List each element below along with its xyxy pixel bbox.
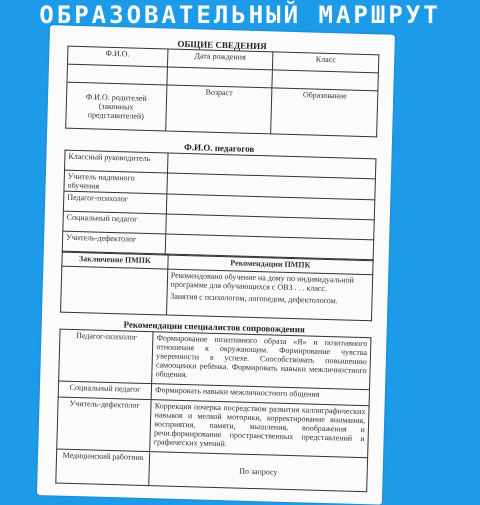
birth-date-label: Дата рождения xyxy=(167,49,273,70)
specialist-role: Медицинский работник xyxy=(56,449,150,486)
specialist-role: Социальный педагог xyxy=(58,381,152,400)
pmpk-conclusion-value xyxy=(61,266,168,315)
pmpk-conclusion-header: Заключение ПМПК xyxy=(62,252,168,269)
specialist-recommendation: Формировать навыки межличностного общения xyxy=(151,384,369,406)
teacher-row-label: Социальный педагог xyxy=(63,211,166,234)
age-label: Возраст xyxy=(165,85,272,134)
general-info-title: ОБЩИЕ СВЕДЕНИЯ xyxy=(177,38,267,52)
page-banner-title: ОБРАЗОВАТЕЛЬНЫЙ МАРШРУТ xyxy=(39,1,441,29)
fio-label: Ф.И.О. xyxy=(67,46,167,67)
specialist-role: Педагог-психолог xyxy=(59,329,154,384)
specialist-role: Учитель-дефектолог xyxy=(57,397,152,452)
specialist-recommendation: Формирование позитивного образа «Я» и позитивного отношения к окружающим. Формирование чувства уверенности в успехе. Способствовать повышению самооценки ребёнка. Формировать навыки межличностного общения. xyxy=(152,332,371,390)
teacher-row-label: Педагог-психолог xyxy=(63,191,166,214)
class-label: Класс xyxy=(273,52,379,73)
pmpk-sessions-text: Занятия с психологом, логопедом, дефектологом. xyxy=(170,291,338,306)
teacher-row-label: Учитель-дефектолог xyxy=(62,231,165,254)
specialist-recommendation: По запросу xyxy=(149,452,368,492)
teachers-table xyxy=(62,150,377,261)
pmpk-recommendation-value xyxy=(166,269,372,321)
specialists-table xyxy=(55,329,371,493)
teachers-title: Ф.И.О. педагогов xyxy=(183,141,255,154)
pmpk-recommendation-header: Рекомендации ПМПК xyxy=(168,255,374,275)
pmpk-table xyxy=(60,252,374,322)
pmpk-recommendation-text: Рекомендовано обучение на дому по индивидуальной программе для обучающихся с ОВЗ . . . класс. xyxy=(170,270,354,294)
parents-label: Ф.И.О. родителей (законных представителей) xyxy=(66,82,167,131)
document-sheet xyxy=(37,25,395,504)
teacher-row-label: Классный руководитель xyxy=(65,150,168,173)
general-info-table xyxy=(65,46,379,138)
specialist-recommendation: Коррекция почерка посредством развития каллиграфических навыков и мелкой моторики, корректирование внимания, восприятия, памяти, мышления, воображения и речи.формирование пространственных представлений и графических умений. xyxy=(150,400,369,458)
education-label: Образование xyxy=(271,88,378,137)
teacher-row-label: Учитель надомного обучения xyxy=(64,170,167,194)
specialists-title: Рекомендации специалистов сопровождения xyxy=(123,319,305,335)
